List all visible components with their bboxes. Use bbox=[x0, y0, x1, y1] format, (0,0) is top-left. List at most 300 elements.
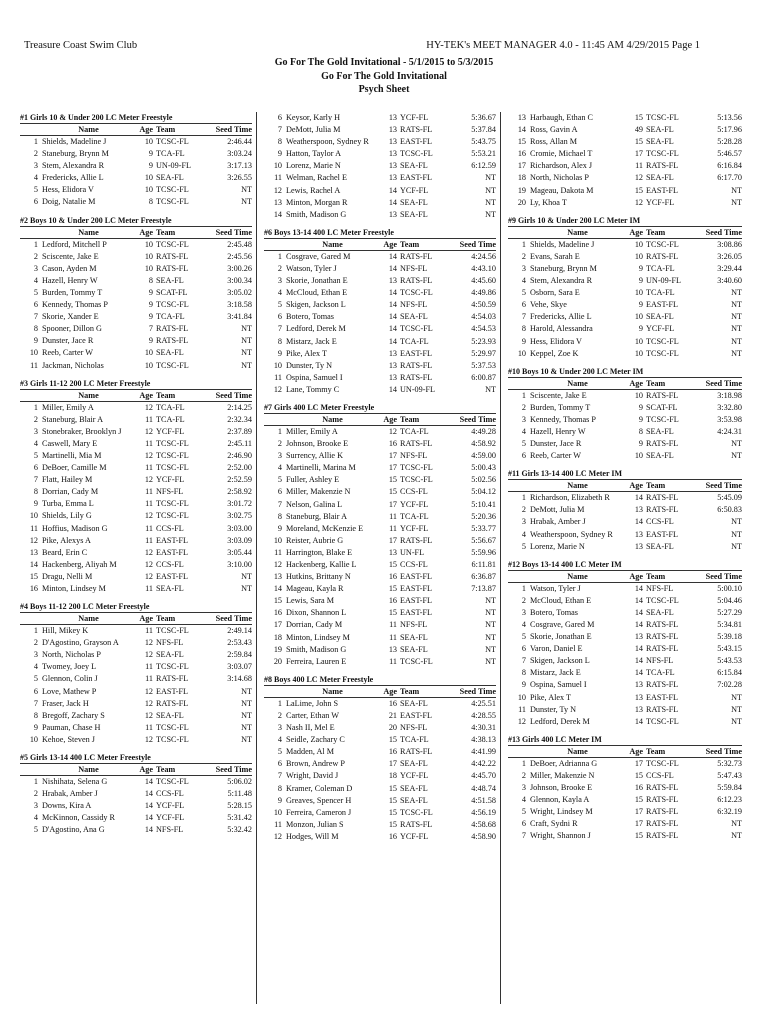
table-row bbox=[508, 450, 742, 462]
table-row bbox=[508, 692, 742, 704]
table-row bbox=[508, 238, 742, 251]
team: SEA-FL bbox=[400, 698, 428, 708]
table-row bbox=[264, 311, 496, 323]
team: NFS-FL bbox=[156, 487, 184, 497]
place: 5 bbox=[521, 807, 526, 817]
age: 11 bbox=[389, 620, 397, 630]
place: 12 bbox=[273, 384, 282, 394]
age: 12 bbox=[144, 710, 153, 720]
seed-time: NT bbox=[731, 197, 742, 207]
team: SEA-FL bbox=[400, 795, 428, 805]
swimmer-name: Burden, Tommy T bbox=[42, 287, 103, 297]
name-header: Name bbox=[42, 226, 135, 238]
seed-time: 6:50.83 bbox=[717, 505, 742, 515]
seed-time: 5:28.15 bbox=[227, 801, 252, 811]
place: 4 bbox=[521, 529, 526, 539]
age: 11 bbox=[635, 161, 643, 171]
age-header: Age bbox=[135, 613, 156, 625]
seed-time: 3:00.34 bbox=[227, 275, 252, 285]
table-row bbox=[264, 523, 496, 535]
name-header: Name bbox=[530, 226, 625, 238]
place: 2 bbox=[277, 710, 282, 720]
age: 9 bbox=[148, 312, 153, 322]
event-block bbox=[20, 378, 252, 596]
place: 1 bbox=[33, 402, 38, 412]
place: 2 bbox=[33, 789, 38, 799]
table-row bbox=[264, 323, 496, 335]
seed-time: 2:58.92 bbox=[227, 487, 252, 497]
team: CCS-FL bbox=[156, 559, 184, 569]
table-row bbox=[20, 474, 252, 486]
name-header: Name bbox=[530, 377, 625, 389]
name-header: Name bbox=[530, 480, 625, 492]
place: 7 bbox=[521, 656, 526, 666]
swimmer-name: Wright, Shannon J bbox=[530, 831, 591, 841]
team-header: Team bbox=[156, 226, 208, 238]
table-row bbox=[264, 148, 496, 160]
table-row bbox=[264, 559, 496, 571]
event-block bbox=[264, 402, 496, 668]
place-header bbox=[20, 124, 42, 136]
swimmer-name: Bregoff, Zachary S bbox=[42, 710, 105, 720]
team: RATS-FL bbox=[646, 704, 679, 714]
age: 11 bbox=[145, 523, 153, 533]
seed-time: NT bbox=[241, 584, 252, 593]
age: 17 bbox=[388, 499, 397, 509]
age: 17 bbox=[634, 758, 643, 768]
age: 13 bbox=[388, 209, 397, 219]
age: 14 bbox=[388, 197, 397, 207]
age: 14 bbox=[634, 607, 643, 617]
swimmer-name: Love, Mathew P bbox=[42, 686, 97, 696]
place: 1 bbox=[277, 251, 282, 261]
swimmer-name: Ferreira, Lauren E bbox=[286, 656, 347, 666]
seed-time: 5:31.42 bbox=[227, 813, 252, 823]
seed-time: NT bbox=[241, 185, 252, 195]
place-header bbox=[508, 480, 530, 492]
seed-time: 4:50.59 bbox=[471, 300, 496, 310]
seed-time: NT bbox=[241, 571, 252, 581]
swimmer-name: Wright, Lindsey M bbox=[530, 807, 593, 817]
team: SEA-FL bbox=[156, 710, 184, 720]
team: TCSC-FL bbox=[646, 348, 679, 358]
place: 2 bbox=[521, 770, 526, 780]
swimmer-name: Martinelli, Mia M bbox=[42, 450, 102, 460]
table-row bbox=[264, 595, 496, 607]
place: 4 bbox=[33, 813, 38, 823]
place: 7 bbox=[277, 499, 282, 509]
place: 7 bbox=[277, 324, 282, 334]
table-row bbox=[264, 619, 496, 631]
swimmer-name: Hatton, Taylor A bbox=[286, 149, 341, 159]
swimmer-name: Monzon, Julian S bbox=[286, 819, 344, 829]
age: 12 bbox=[144, 426, 153, 436]
table-row bbox=[264, 583, 496, 595]
swimmer-name: Nelson, Galina L bbox=[286, 499, 343, 509]
seed-time: NT bbox=[731, 300, 742, 310]
age: 16 bbox=[388, 831, 397, 841]
place: 15 bbox=[517, 137, 526, 147]
place: 3 bbox=[33, 161, 38, 171]
table-row bbox=[264, 425, 496, 438]
team: RATS-FL bbox=[646, 505, 679, 515]
team: TCSC-FL bbox=[646, 239, 679, 249]
team: TCSC-FL bbox=[646, 336, 679, 346]
age: 14 bbox=[388, 185, 397, 195]
seed-time: 5:23.93 bbox=[471, 336, 496, 346]
seed-time: 5:00.43 bbox=[471, 463, 496, 473]
table-header-row bbox=[20, 764, 252, 776]
team: RATS-FL bbox=[400, 535, 433, 545]
team: NFS-FL bbox=[646, 656, 674, 666]
table-row bbox=[20, 812, 252, 824]
seed-time: NT bbox=[241, 710, 252, 720]
swimmer-name: Hess, Elidora V bbox=[530, 336, 582, 346]
team: RATS-FL bbox=[646, 493, 679, 503]
event-block bbox=[20, 752, 252, 836]
seed-header: Seed Time bbox=[208, 124, 252, 136]
swimmer-name: Fredericks, Allie L bbox=[530, 312, 592, 322]
place-header bbox=[20, 764, 42, 776]
place: 9 bbox=[33, 499, 38, 509]
seed-time: NT bbox=[485, 173, 496, 183]
team: SEA-FL bbox=[400, 197, 428, 207]
place-header bbox=[508, 377, 530, 389]
seed-time: 3:18.58 bbox=[227, 300, 252, 310]
seed-time: 3:08.86 bbox=[717, 239, 742, 249]
place: 7 bbox=[277, 771, 282, 781]
swimmer-name: Minton, Morgan R bbox=[286, 197, 348, 207]
table-row bbox=[264, 831, 496, 843]
age: 11 bbox=[145, 674, 153, 684]
table-row bbox=[508, 299, 742, 311]
table-row bbox=[264, 474, 496, 486]
table-row bbox=[508, 631, 742, 643]
swimmer-name: Lane, Tommy C bbox=[286, 384, 340, 394]
team: RATS-FL bbox=[646, 251, 679, 261]
place: 4 bbox=[33, 438, 38, 448]
team: TCSC-FL bbox=[156, 450, 189, 460]
place: 10 bbox=[273, 161, 282, 171]
swimmer-name: Keysor, Karly H bbox=[286, 113, 341, 122]
age: 9 bbox=[148, 336, 153, 346]
age: 10 bbox=[144, 173, 153, 183]
table-row bbox=[20, 196, 252, 208]
results-table bbox=[508, 745, 742, 843]
team-header: Team bbox=[400, 238, 452, 250]
table-row bbox=[508, 414, 742, 426]
team: SEA-FL bbox=[400, 161, 428, 171]
swimmer-name: Hodges, Will M bbox=[286, 831, 339, 841]
seed-time: 6:36.87 bbox=[471, 572, 496, 582]
table-header-row bbox=[264, 413, 496, 425]
team: SCAT-FL bbox=[156, 287, 188, 297]
team-header: Team bbox=[156, 389, 208, 401]
place: 9 bbox=[277, 149, 282, 159]
team: SEA-FL bbox=[156, 584, 184, 593]
age: 13 bbox=[388, 348, 397, 358]
team: EAST-FL bbox=[156, 686, 188, 696]
results-table bbox=[508, 112, 742, 209]
swimmer-name: Hazell, Henry W bbox=[530, 426, 586, 436]
table-row bbox=[264, 360, 496, 372]
swimmer-name: Staneburg, Brynn M bbox=[42, 149, 109, 159]
age: 17 bbox=[388, 535, 397, 545]
age: 11 bbox=[145, 499, 153, 509]
name-header: Name bbox=[42, 389, 135, 401]
seed-time: NT bbox=[241, 686, 252, 696]
table-row bbox=[508, 757, 742, 770]
table-row bbox=[20, 426, 252, 438]
age: 15 bbox=[388, 795, 397, 805]
seed-time: 4:25.51 bbox=[471, 698, 496, 708]
team: RATS-FL bbox=[400, 439, 433, 449]
team: TCA-FL bbox=[646, 668, 675, 678]
place: 3 bbox=[521, 783, 526, 793]
swimmer-name: Stem, Alexandra R bbox=[530, 276, 593, 286]
table-row bbox=[264, 819, 496, 831]
place: 8 bbox=[277, 137, 282, 147]
team: YCF-FL bbox=[156, 813, 185, 823]
seed-time: 2:32.34 bbox=[227, 414, 252, 424]
team: TCSC-FL bbox=[156, 137, 189, 146]
place: 12 bbox=[273, 831, 282, 841]
table-row bbox=[264, 571, 496, 583]
seed-time: 5:43.15 bbox=[717, 644, 742, 654]
table-row bbox=[20, 299, 252, 311]
swimmer-name: Skorie, Jonathan E bbox=[530, 632, 592, 642]
swimmer-name: Minton, Lindsey M bbox=[286, 632, 350, 642]
table-row bbox=[508, 504, 742, 516]
team: TCSC-FL bbox=[646, 595, 679, 605]
team: NFS-FL bbox=[400, 451, 428, 461]
place-header bbox=[508, 570, 530, 582]
table-row bbox=[20, 583, 252, 595]
place: 2 bbox=[521, 595, 526, 605]
seed-time: NT bbox=[485, 608, 496, 618]
table-row bbox=[264, 499, 496, 511]
seed-time: NT bbox=[485, 185, 496, 195]
swimmer-name: Martinelli, Marina M bbox=[286, 463, 356, 473]
swimmer-name: Skorie, Jonathan E bbox=[286, 276, 348, 286]
meet-titles bbox=[0, 56, 768, 97]
team: RATS-FL bbox=[646, 620, 679, 629]
seed-time: NT bbox=[241, 698, 252, 708]
seed-time: 2:45.48 bbox=[227, 239, 252, 249]
seed-time: 6:11.81 bbox=[471, 560, 496, 569]
place: 3 bbox=[33, 426, 38, 436]
age: 11 bbox=[389, 523, 397, 533]
table-row bbox=[20, 347, 252, 359]
seed-time: 5:32.42 bbox=[227, 825, 252, 835]
table-row bbox=[264, 438, 496, 450]
place: 10 bbox=[29, 511, 38, 521]
age: 13 bbox=[388, 149, 397, 159]
seed-time: 3:26.55 bbox=[227, 173, 252, 183]
swimmer-name: LaLime, John S bbox=[286, 698, 339, 708]
place: 11 bbox=[30, 360, 38, 370]
place-header bbox=[264, 238, 286, 250]
results-table bbox=[508, 377, 742, 463]
table-row bbox=[264, 372, 496, 384]
age: 21 bbox=[388, 710, 397, 720]
seed-time: 4:54.03 bbox=[471, 312, 496, 322]
team: CCS-FL bbox=[646, 770, 674, 780]
seed-time: 6:17.70 bbox=[717, 173, 742, 183]
age: 14 bbox=[388, 263, 397, 273]
age: 14 bbox=[634, 656, 643, 666]
age: 12 bbox=[388, 426, 397, 436]
age: 17 bbox=[634, 807, 643, 817]
table-row bbox=[264, 783, 496, 795]
place: 1 bbox=[33, 239, 38, 249]
seed-header: Seed Time bbox=[208, 389, 252, 401]
event-title: #1 Girls 10 & Under 200 LC Meter Freestyle bbox=[20, 113, 173, 122]
place: 5 bbox=[33, 674, 38, 684]
meet-name: Go For The Gold Invitational bbox=[321, 70, 447, 82]
seed-time: NT bbox=[485, 656, 496, 666]
age: 12 bbox=[634, 197, 643, 207]
place: 4 bbox=[277, 735, 282, 745]
table-row bbox=[264, 710, 496, 722]
table-row bbox=[20, 486, 252, 498]
table-row bbox=[508, 541, 742, 553]
place: 8 bbox=[277, 336, 282, 346]
place-header bbox=[508, 226, 530, 238]
age: 13 bbox=[388, 276, 397, 286]
place: 4 bbox=[33, 173, 38, 183]
age: 13 bbox=[388, 644, 397, 654]
seed-time: 3:53.98 bbox=[717, 414, 742, 424]
team: TCA-FL bbox=[646, 263, 675, 273]
age: 15 bbox=[634, 137, 643, 147]
seed-time: 2:53.43 bbox=[227, 638, 252, 648]
team: RATS-FL bbox=[646, 795, 679, 805]
swimmer-name: Weatherspoon, Sydney R bbox=[530, 529, 613, 539]
age: 11 bbox=[145, 626, 153, 636]
swimmer-name: Welman, Rachel E bbox=[286, 173, 347, 183]
team: TCSC-FL bbox=[646, 414, 679, 424]
swimmer-name: Ferreira, Cameron J bbox=[286, 807, 352, 817]
place: 3 bbox=[33, 801, 38, 811]
team: RATS-FL bbox=[400, 819, 433, 829]
place: 11 bbox=[518, 704, 526, 714]
seed-time: 6:32.19 bbox=[717, 807, 742, 817]
table-row bbox=[20, 275, 252, 287]
swimmer-name: Cason, Ayden M bbox=[42, 263, 97, 273]
swimmer-name: Ledford, Derek M bbox=[286, 324, 346, 334]
table-row bbox=[20, 287, 252, 299]
place: 10 bbox=[29, 348, 38, 358]
table-row bbox=[20, 238, 252, 251]
age: 14 bbox=[634, 595, 643, 605]
seed-time: NT bbox=[485, 644, 496, 654]
seed-header: Seed Time bbox=[452, 685, 496, 697]
age: 14 bbox=[388, 312, 397, 322]
swimmer-name: Lorenz, Marie N bbox=[286, 161, 341, 171]
results-table bbox=[264, 112, 496, 221]
team: TCSC-FL bbox=[156, 499, 189, 509]
team: SEA-FL bbox=[646, 451, 674, 461]
team: SEA-FL bbox=[400, 209, 428, 219]
age: 11 bbox=[389, 511, 397, 521]
age: 15 bbox=[388, 487, 397, 497]
place: 2 bbox=[33, 251, 38, 261]
seed-time: 5:06.02 bbox=[227, 777, 252, 787]
swimmer-name: Mageau, Dakota M bbox=[530, 185, 594, 195]
team: YCF-FL bbox=[156, 475, 185, 485]
swimmer-name: Dunster, Ty N bbox=[286, 360, 333, 370]
table-row bbox=[508, 516, 742, 528]
place: 6 bbox=[277, 113, 282, 122]
age: 15 bbox=[388, 783, 397, 793]
place: 1 bbox=[277, 426, 282, 436]
event-block bbox=[20, 112, 252, 209]
table-row bbox=[508, 770, 742, 782]
table-row bbox=[508, 311, 742, 323]
team: TCA-FL bbox=[156, 149, 185, 159]
seed-time: 6:15.84 bbox=[717, 668, 742, 678]
table-row bbox=[264, 795, 496, 807]
age: 13 bbox=[388, 113, 397, 122]
place: 2 bbox=[33, 414, 38, 424]
team: UN-09-FL bbox=[156, 161, 192, 171]
results-table bbox=[264, 413, 496, 668]
seed-time: 3:03.09 bbox=[227, 535, 252, 545]
team: TCSC-FL bbox=[646, 758, 679, 768]
results-table bbox=[508, 570, 742, 728]
seed-time: NT bbox=[241, 722, 252, 732]
swimmer-name: Hutkins, Brittany N bbox=[286, 572, 351, 582]
swimmer-name: Minton, Lindsey M bbox=[42, 584, 106, 593]
age: 13 bbox=[388, 372, 397, 382]
team: TCSC-FL bbox=[156, 777, 189, 787]
swimmer-name: Spooner, Dillon G bbox=[42, 324, 102, 334]
swimmer-name: Skigen, Jackson L bbox=[530, 656, 590, 666]
swimmer-name: Harold, Alessandra bbox=[530, 324, 593, 334]
team-header: Team bbox=[156, 764, 208, 776]
seed-time: 5:37.84 bbox=[471, 125, 496, 135]
place: 7 bbox=[33, 698, 38, 708]
seed-time: 4:24.56 bbox=[471, 251, 496, 261]
age: 13 bbox=[634, 529, 643, 539]
place: 11 bbox=[274, 173, 282, 183]
seed-time: 5:53.21 bbox=[471, 149, 496, 159]
age: 14 bbox=[144, 801, 153, 811]
place: 12 bbox=[273, 560, 282, 569]
table-row bbox=[508, 607, 742, 619]
swimmer-name: Turba, Emma L bbox=[42, 499, 94, 509]
team: EAST-FL bbox=[646, 529, 678, 539]
age: 14 bbox=[144, 789, 153, 799]
age-header: Age bbox=[135, 764, 156, 776]
team: TCSC-FL bbox=[400, 656, 433, 666]
place: 6 bbox=[521, 644, 526, 654]
seed-time: 5:17.96 bbox=[717, 125, 742, 135]
seed-time: NT bbox=[241, 348, 252, 358]
age: 14 bbox=[144, 813, 153, 823]
place: 10 bbox=[517, 692, 526, 702]
swimmer-name: Lewis, Sara M bbox=[286, 596, 334, 606]
table-row bbox=[20, 734, 252, 746]
age: 13 bbox=[634, 632, 643, 642]
table-row bbox=[508, 582, 742, 595]
column-1 bbox=[20, 112, 252, 1004]
place: 10 bbox=[273, 360, 282, 370]
swimmer-name: Staneburg, Blair A bbox=[286, 511, 348, 521]
seed-time: 3:32.80 bbox=[717, 402, 742, 412]
team: EAST-FL bbox=[400, 596, 432, 606]
